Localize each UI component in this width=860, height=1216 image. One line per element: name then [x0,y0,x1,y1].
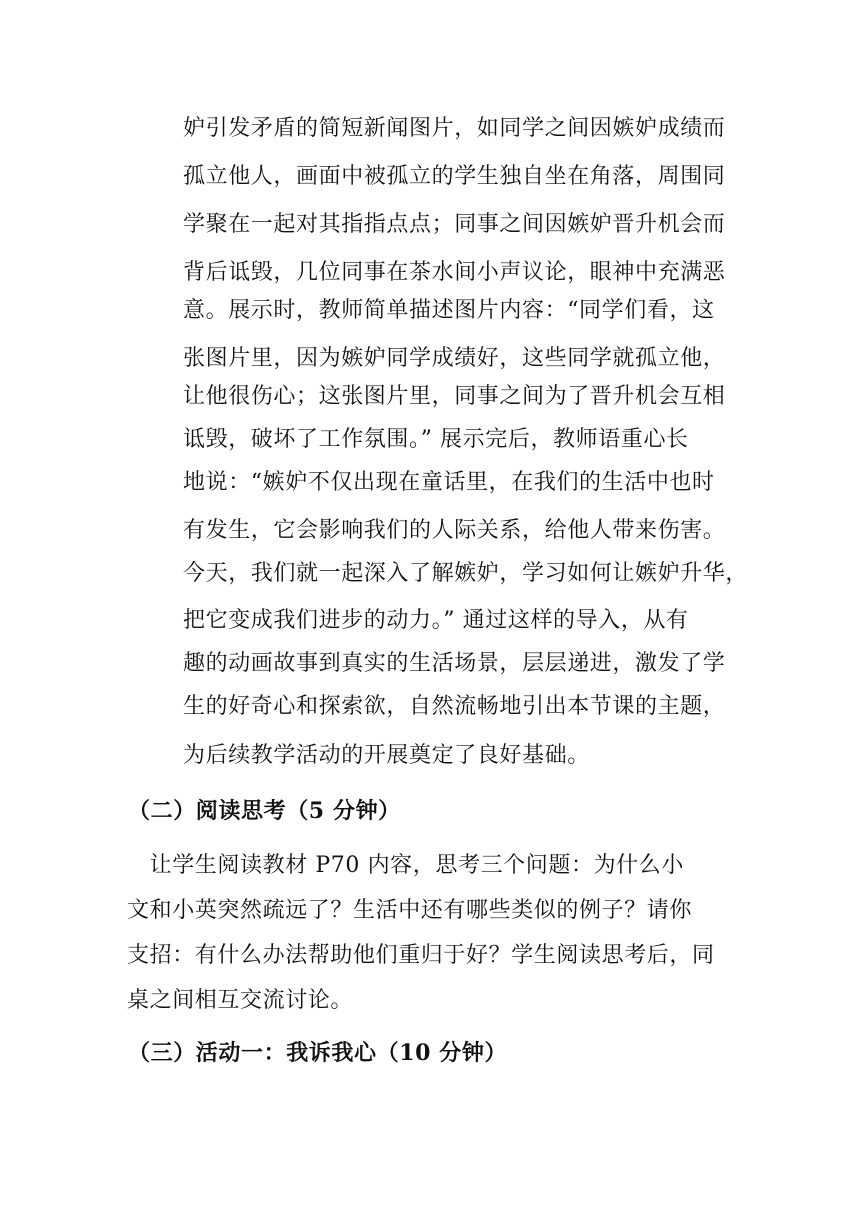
paragraph-line: 学聚在一起对其指指点点；同事之间因嫉妒晋升机会而 [183,212,726,237]
paragraph-line: 让他很伤心；这张图片里，同事之间为了晋升机会互相 [183,384,726,409]
paragraph-line: 张图片里，因为嫉妒同学成绩好，这些同学就孤立他， [183,346,726,371]
paragraph-line: 生的好奇心和探索欲，自然流畅地引出本节课的主题， [183,694,726,719]
paragraph-line: 妒引发矛盾的简短新闻图片，如同学之间因嫉妒成绩而 [183,116,726,141]
paragraph-line: 地说：“嫉妒不仅出现在童话里，在我们的生活中也时 [183,470,715,495]
section-heading-activity: （三）活动一：我诉我心（10 分钟） [128,1040,508,1066]
paragraph-line: 让学生阅读教材 P70 内容，思考三个问题：为什么小 [127,853,684,878]
paragraph-line: 背后诋毁，几位同事在茶水间小声议论，眼神中充满恶 [183,260,726,285]
section-heading-reading: （二）阅读思考（5 分钟） [128,798,401,824]
paragraph-line: 桌之间相互交流讨论。 [127,988,354,1013]
paragraph-line: 支招：有什么办法帮助他们重归于好？学生阅读思考后，同 [127,943,715,968]
paragraph-line: 孤立他人，画面中被孤立的学生独自坐在角落，周围同 [183,164,726,189]
paragraph-line: 为后续教学活动的开展奠定了良好基础。 [183,743,590,768]
paragraph-line: 趣的动画故事到真实的生活场景，层层递进，激发了学 [183,651,726,676]
paragraph-line: 今天，我们就一起深入了解嫉妒，学习如何让嫉妒升华， [183,561,749,586]
paragraph-line: 意。展示时，教师简单描述图片内容：“同学们看，这 [183,298,715,323]
paragraph-line: 把它变成我们进步的动力。” 通过这样的导入，从有 [183,608,689,633]
paragraph-line: 文和小英突然疏远了？生活中还有哪些类似的例子？请你 [127,898,693,923]
paragraph-line: 诋毁，破坏了工作氛围。” 展示完后，教师语重心长 [183,427,689,452]
paragraph-line: 有发生，它会影响我们的人际关系，给他人带来伤害。 [183,518,726,543]
